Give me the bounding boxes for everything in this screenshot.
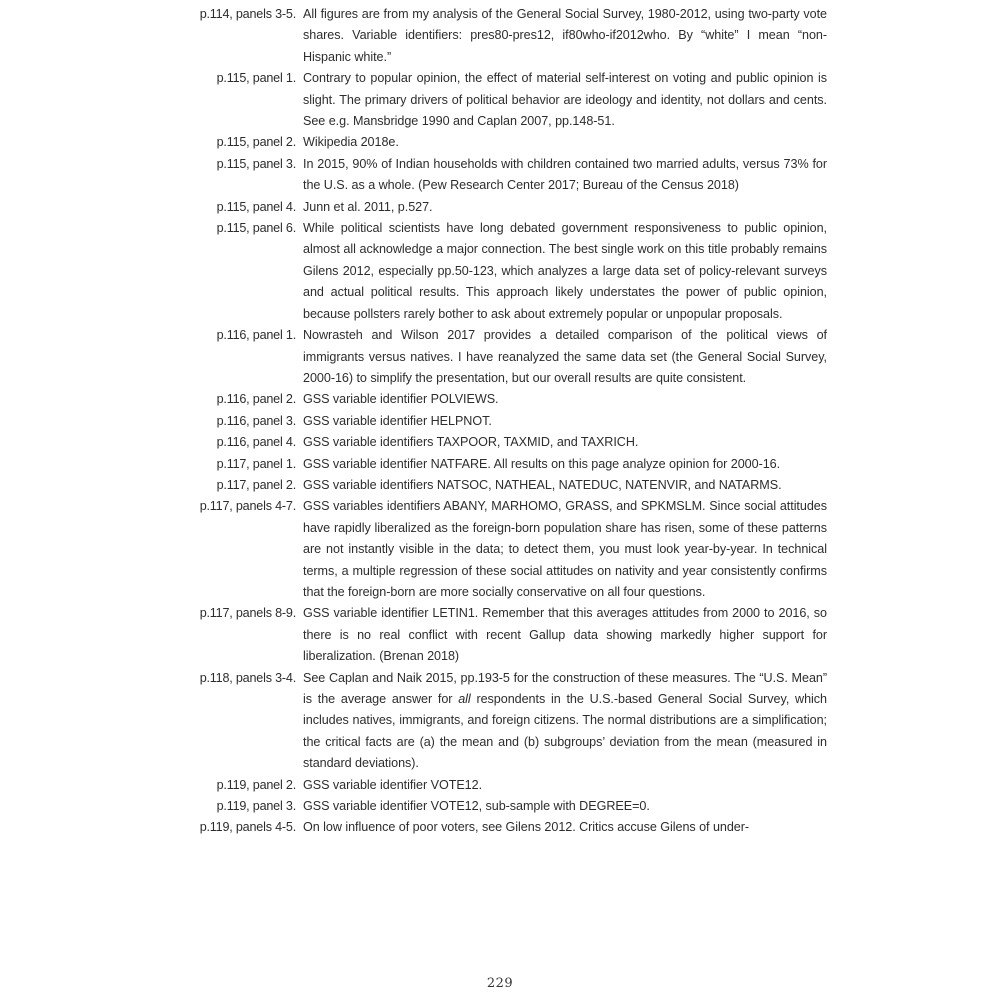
endnote <box>0 154 1000 197</box>
endnote <box>0 796 1000 817</box>
endnote <box>0 389 1000 410</box>
endnote <box>0 4 1000 68</box>
note-text: GSS variable identifier VOTE12. <box>303 777 483 792</box>
endnote <box>0 817 1000 838</box>
note-reference: p.115, panel 1. <box>216 71 296 86</box>
endnote <box>0 475 1000 496</box>
endnote <box>0 603 1000 667</box>
note-reference: p.116, panel 3. <box>216 413 296 428</box>
note-text: GSS variables identifiers ABANY, MARHOMO, GRASS, and SPKMSLM. Since social attitudes have rapidly liberalized as the foreign-born population share has risen, some of these patterns are not instantly visible in the data; to detect them, you must look year-by-year. In technical terms, a multiple regression of these social attitudes on nativity and year consistently confirms that the foreign-born are more socially conservative on all four questions. <box>303 499 827 599</box>
note-text-part: respondents in the U.S.-based General Social Survey, which includes natives, immigrants, and foreign citizens. The normal distributions are a simplification; the critical facts are (a) the mean and (b) subgroups’ deviation from the mean (measured in standard deviations). <box>303 692 827 771</box>
emphasized-word: all <box>458 692 471 706</box>
endnote <box>0 411 1000 432</box>
note-reference: p.117, panels 8-9. <box>199 606 296 621</box>
endnote <box>0 496 1000 603</box>
endnote <box>0 668 1000 775</box>
note-text: GSS variable identifier POLVIEWS. <box>303 392 499 407</box>
note-reference: p.115, panel 4. <box>216 199 296 214</box>
note-text: Junn et al. 2011, p.527. <box>303 199 433 214</box>
note-reference: p.119, panel 3. <box>216 799 296 814</box>
note-reference: p.115, panel 2. <box>216 135 296 150</box>
endnote <box>0 68 1000 132</box>
page-number: 229 <box>486 976 514 991</box>
endnote <box>0 454 1000 475</box>
note-reference: p.116, panel 4. <box>216 435 296 450</box>
note-text: Nowrasteh and Wilson 2017 provides a detailed comparison of the political views of immigrants versus natives. I have reanalyzed the same data set (the General Social Survey, 2000-16) to simplify the presentation, but our overall results are quite consistent. <box>303 328 827 385</box>
note-reference: p.119, panels 4-5. <box>199 820 296 835</box>
endnotes-list <box>0 4 1000 839</box>
note-text: GSS variable identifier NATFARE. All results on this page analyze opinion for 2000-16. <box>303 456 781 471</box>
note-text: GSS variable identifier LETIN1. Remember that this averages attitudes from 2000 to 2016, so there is no real conflict with recent Gallup data showing markedly higher support for liberalization. (Brenan 2018) <box>303 606 827 664</box>
note-reference: p.116, panel 1. <box>216 328 296 343</box>
note-text: GSS variable identifier HELPNOT. <box>303 413 492 428</box>
endnote <box>0 197 1000 218</box>
note-reference: p.117, panel 2. <box>216 477 296 492</box>
note-reference: p.119, panel 2. <box>216 777 296 792</box>
note-reference: p.117, panels 4-7. <box>199 499 296 514</box>
note-text: While political scientists have long debated government responsiveness to public opinion, almost all acknowledge a major connection. The best single work on this title probably remains Gilens 2012, especially pp.50-123, which analyzes a large data set of policy-relevant surveys and actual political results. This approach likely understates the power of public opinion, because pollsters rarely bother to ask about extremely popular or unpopular proposals. <box>303 221 827 321</box>
note-reference: p.117, panel 1. <box>216 456 296 471</box>
endnote <box>0 775 1000 796</box>
note-text: All figures are from my analysis of the General Social Survey, 1980-2012, using two-party vote shares. Variable identifiers: pres80-pres12, if80who-if2012who. By “white” I mean “non-Hispanic white.” <box>303 7 827 64</box>
note-text: GSS variable identifiers TAXPOOR, TAXMID, and TAXRICH. <box>303 435 639 450</box>
note-text: GSS variable identifier VOTE12, sub-sample with DEGREE=0. <box>303 799 650 814</box>
endnote <box>0 132 1000 153</box>
note-text: On low influence of poor voters, see Gilens 2012. Critics accuse Gilens of under- <box>303 820 750 835</box>
note-text: Contrary to popular opinion, the effect of material self-interest on voting and public opinion is slight. The primary drivers of political behavior are ideology and identity, not dollars and cents. See e.g. Mansbridge 1990 and Caplan 2007, pp.148-51. <box>303 71 827 129</box>
endnote <box>0 432 1000 453</box>
note-text-part: See Caplan and Naik 2015, pp.193-5 for the construction of these measures. The “U.S. Mean” is the average answer for <box>303 670 827 706</box>
note-reference: p.115, panel 6. <box>216 221 296 236</box>
note-reference: p.116, panel 2. <box>216 392 296 407</box>
note-reference: p.118, panels 3-4. <box>199 670 296 685</box>
note-text: GSS variable identifiers NATSOC, NATHEAL, NATEDUC, NATENVIR, and NATARMS. <box>303 477 782 492</box>
note-text: In 2015, 90% of Indian households with children contained two married adults, versus 73% for the U.S. as a whole. (Pew Research Center 2017; Bureau of the Census 2018) <box>303 156 827 193</box>
note-reference: p.115, panel 3. <box>216 156 296 171</box>
endnote <box>0 325 1000 389</box>
note-text <box>303 668 827 775</box>
note-text: Wikipedia 2018e. <box>303 135 399 150</box>
endnote <box>0 218 1000 325</box>
note-reference: p.114, panels 3-5. <box>199 7 296 21</box>
